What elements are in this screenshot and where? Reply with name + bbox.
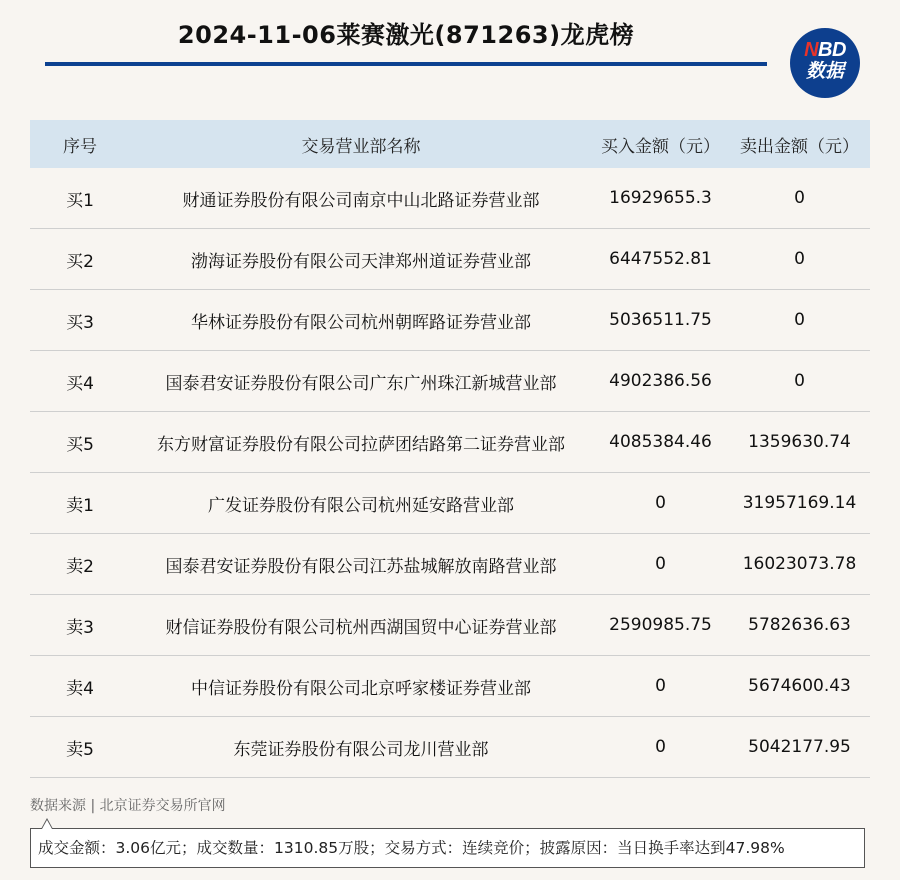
row-buy-amount: 16929655.3 bbox=[609, 188, 712, 208]
row-branch-name: 华林证券股份有限公司杭州朝晖路证券营业部 bbox=[191, 312, 531, 333]
logo-text: 数据 bbox=[805, 61, 844, 82]
row-sell-amount: 5782636.63 bbox=[748, 615, 851, 635]
dragon-tiger-table bbox=[30, 120, 870, 778]
table-row bbox=[30, 168, 870, 229]
row-sell-amount: 0 bbox=[794, 371, 805, 391]
row-branch-name: 中信证券股份有限公司北京呼家楼证券营业部 bbox=[191, 678, 531, 699]
row-index: 卖1 bbox=[66, 495, 94, 516]
logo-letter-n: N bbox=[804, 39, 819, 61]
row-branch-name: 东莞证券股份有限公司龙川营业部 bbox=[233, 739, 489, 760]
row-sell-amount: 1359630.74 bbox=[748, 432, 851, 452]
row-buy-amount: 2590985.75 bbox=[609, 615, 712, 635]
row-index: 卖4 bbox=[66, 678, 94, 699]
table-row bbox=[30, 534, 870, 595]
table-header bbox=[30, 120, 870, 168]
row-branch-name: 渤海证券股份有限公司天津郑州道证券营业部 bbox=[191, 251, 531, 272]
row-sell-amount: 5042177.95 bbox=[748, 737, 851, 757]
row-buy-amount: 0 bbox=[655, 554, 666, 574]
row-branch-name: 国泰君安证券股份有限公司江苏盐城解放南路营业部 bbox=[165, 556, 557, 577]
page-title: 2024-11-06莱赛激光(871263)龙虎榜 bbox=[177, 21, 635, 49]
row-branch-name: 国泰君安证券股份有限公司广东广州珠江新城营业部 bbox=[165, 373, 557, 394]
table-row bbox=[30, 473, 870, 534]
table-row bbox=[30, 290, 870, 351]
row-buy-amount: 4085384.46 bbox=[609, 432, 712, 452]
row-buy-amount: 4902386.56 bbox=[609, 371, 712, 391]
row-index: 买3 bbox=[66, 312, 94, 333]
data-source: 数据来源 | 北京证券交易所官网 bbox=[30, 798, 226, 814]
nbd-data-logo bbox=[790, 28, 860, 98]
row-index: 卖3 bbox=[66, 617, 94, 638]
row-branch-name: 财信证券股份有限公司杭州西湖国贸中心证券营业部 bbox=[165, 617, 557, 638]
table-row bbox=[30, 595, 870, 656]
row-sell-amount: 31957169.14 bbox=[742, 493, 857, 513]
row-buy-amount: 0 bbox=[655, 676, 666, 696]
trade-summary-note: 成交金额：3.06亿元；成交数量：1310.85万股；交易方式：连续竞价；披露原因：当日换手率达到47.98% bbox=[30, 828, 865, 868]
row-index: 卖5 bbox=[66, 739, 94, 760]
row-sell-amount: 16023073.78 bbox=[742, 554, 857, 574]
row-buy-amount: 0 bbox=[655, 493, 666, 513]
row-sell-amount: 5674600.43 bbox=[748, 676, 851, 696]
header-branch-name: 交易营业部名称 bbox=[301, 136, 421, 157]
header-index: 序号 bbox=[63, 136, 97, 157]
row-buy-amount: 0 bbox=[655, 737, 666, 757]
table-row bbox=[30, 656, 870, 717]
logo-letters bbox=[790, 39, 860, 61]
row-index: 卖2 bbox=[66, 556, 94, 577]
row-branch-name: 广发证券股份有限公司杭州延安路营业部 bbox=[208, 495, 514, 516]
note-pointer-fill bbox=[42, 820, 52, 829]
table-row bbox=[30, 412, 870, 473]
row-index: 买4 bbox=[66, 373, 94, 394]
table-row bbox=[30, 351, 870, 412]
row-branch-name: 东方财富证券股份有限公司拉萨团结路第二证券营业部 bbox=[157, 434, 565, 455]
row-index: 买5 bbox=[66, 434, 94, 455]
table-row bbox=[30, 717, 870, 778]
row-sell-amount: 0 bbox=[794, 249, 805, 269]
row-index: 买1 bbox=[66, 190, 94, 211]
row-index: 买2 bbox=[66, 251, 94, 272]
row-buy-amount: 5036511.75 bbox=[609, 310, 712, 330]
row-sell-amount: 0 bbox=[794, 310, 805, 330]
row-sell-amount: 0 bbox=[794, 188, 805, 208]
header-sell-amount: 卖出金额（元） bbox=[740, 136, 859, 157]
row-branch-name: 财通证券股份有限公司南京中山北路证券营业部 bbox=[182, 190, 540, 211]
table-row bbox=[30, 229, 870, 290]
logo-letters-bd: BD bbox=[818, 39, 846, 61]
header-buy-amount: 买入金额（元） bbox=[601, 136, 720, 157]
row-buy-amount: 6447552.81 bbox=[609, 249, 712, 269]
title-divider bbox=[45, 62, 767, 66]
